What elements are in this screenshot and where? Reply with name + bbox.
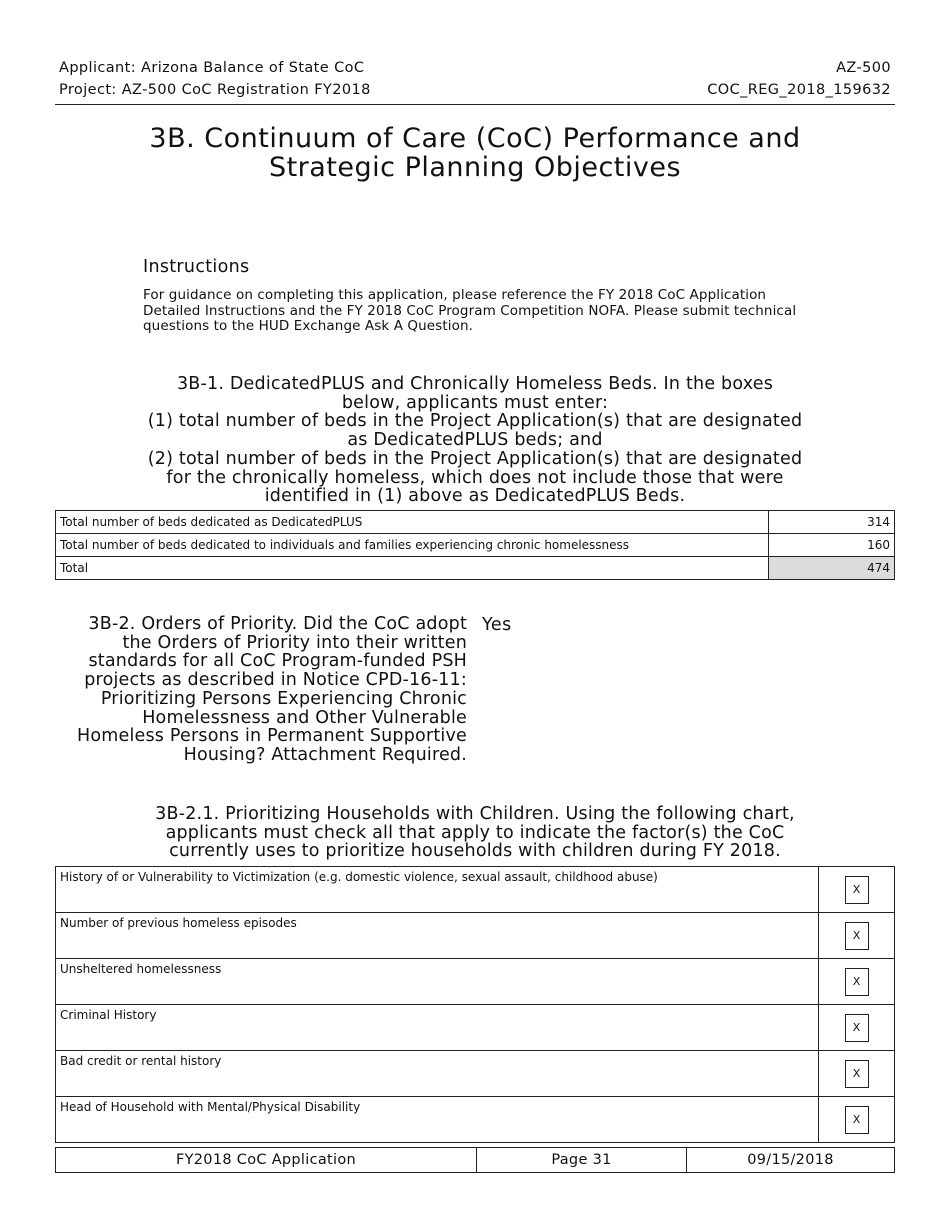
registration-id: COC_REG_2018_159632 <box>707 82 891 98</box>
factor-checkbox[interactable]: X <box>845 1106 869 1134</box>
question-3b1 <box>145 375 805 506</box>
question-3b2 <box>55 615 467 765</box>
dedicatedplus-value[interactable]: 314 <box>769 511 895 534</box>
factor-checkbox[interactable]: X <box>845 1060 869 1088</box>
question-3b1-line: 3B-1. DedicatedPLUS and Chronically Homeless Beds. In the boxes <box>176 374 774 394</box>
factor-label: Criminal History <box>56 1005 819 1051</box>
question-3b1-line: for the chronically homeless, which does not include those that were <box>166 467 784 488</box>
table-row <box>56 913 895 959</box>
table-row <box>56 1005 895 1051</box>
factor-checkbox[interactable]: X <box>845 922 869 950</box>
chronic-beds-value[interactable]: 160 <box>769 534 895 557</box>
table-row <box>56 534 895 557</box>
footer-row <box>56 1148 895 1173</box>
table-row <box>56 511 895 534</box>
factor-check-cell <box>819 913 895 959</box>
question-3b1-line: (1) total number of beds in the Project Application(s) that are designated <box>147 411 803 432</box>
page-title-line-1: 3B. Continuum of Care (CoC) Performance and <box>149 123 801 154</box>
prioritization-factors-table <box>55 866 895 1143</box>
question-3b21-line: 3B-2.1. Prioritizing Households with Children. Using the following chart, <box>155 804 795 824</box>
page-title <box>55 124 895 182</box>
factor-check-cell <box>819 867 895 913</box>
question-3b21-line: currently uses to prioritize households with children during FY 2018. <box>169 841 781 862</box>
factor-checkbox[interactable]: X <box>845 968 869 996</box>
question-3b21 <box>100 805 850 861</box>
question-3b2-line: Homelessness and Other Vulnerable <box>142 707 467 728</box>
beds-table <box>55 510 895 580</box>
question-3b1-line: identified in (1) above as DedicatedPLUS Beds. <box>264 486 686 507</box>
table-row <box>56 557 895 580</box>
header-divider <box>55 104 895 105</box>
footer-date: 09/15/2018 <box>687 1148 895 1173</box>
total-label: Total <box>56 557 769 580</box>
factor-label: Head of Household with Mental/Physical Disability <box>56 1097 819 1143</box>
factor-label: History of or Vulnerability to Victimization (e.g. domestic violence, sexual assault, childhood abuse) <box>56 867 819 913</box>
chronic-beds-label: Total number of beds dedicated to individuals and families experiencing chronic homelessness <box>56 534 769 557</box>
instructions-body: For guidance on completing this application, please reference the FY 2018 CoC Application Detailed Instructions and the FY 2018 CoC Program Competition NOFA. Please submit technical questions to the HUD Exchange Ask A Question. <box>143 287 797 334</box>
orders-of-priority-answer[interactable]: Yes <box>482 615 512 635</box>
question-3b2-line: standards for all CoC Program-funded PSH <box>88 651 467 672</box>
factor-check-cell <box>819 1051 895 1097</box>
footer-app-name: FY2018 CoC Application <box>56 1148 477 1173</box>
instructions-heading: Instructions <box>143 257 250 277</box>
footer-page-number: Page 31 <box>477 1148 687 1173</box>
question-3b1-line: as DedicatedPLUS beds; and <box>347 430 603 451</box>
table-row <box>56 1051 895 1097</box>
coc-number: AZ-500 <box>836 60 891 76</box>
factor-check-cell <box>819 1005 895 1051</box>
factor-label: Unsheltered homelessness <box>56 959 819 1005</box>
factor-label: Bad credit or rental history <box>56 1051 819 1097</box>
question-3b2-line: the Orders of Priority into their written <box>122 632 467 653</box>
total-value: 474 <box>769 557 895 580</box>
question-3b1-line: below, applicants must enter: <box>341 392 609 413</box>
page-footer <box>55 1147 895 1173</box>
question-3b2-line: projects as described in Notice CPD-16-11: <box>84 670 467 691</box>
factor-checkbox[interactable]: X <box>845 1014 869 1042</box>
project-label: Project: AZ-500 CoC Registration FY2018 <box>59 82 371 98</box>
question-3b1-line: (2) total number of beds in the Project Application(s) that are designated <box>147 448 803 469</box>
factor-checkbox[interactable]: X <box>845 876 869 904</box>
table-row <box>56 867 895 913</box>
factor-label: Number of previous homeless episodes <box>56 913 819 959</box>
factor-check-cell <box>819 959 895 1005</box>
table-row <box>56 959 895 1005</box>
applicant-label: Applicant: Arizona Balance of State CoC <box>59 60 365 76</box>
question-3b21-line: applicants must check all that apply to indicate the factor(s) the CoC <box>165 822 785 843</box>
question-3b2-line: Housing? Attachment Required. <box>183 744 467 765</box>
dedicatedplus-label: Total number of beds dedicated as DedicatedPLUS <box>56 511 769 534</box>
table-row <box>56 1097 895 1143</box>
question-3b2-line: 3B-2. Orders of Priority. Did the CoC adopt <box>88 614 467 634</box>
question-3b2-line: Prioritizing Persons Experiencing Chronic <box>100 688 467 709</box>
page-title-line-2: Strategic Planning Objectives <box>268 152 682 183</box>
question-3b2-line: Homeless Persons in Permanent Supportive <box>76 726 467 747</box>
factor-check-cell <box>819 1097 895 1143</box>
